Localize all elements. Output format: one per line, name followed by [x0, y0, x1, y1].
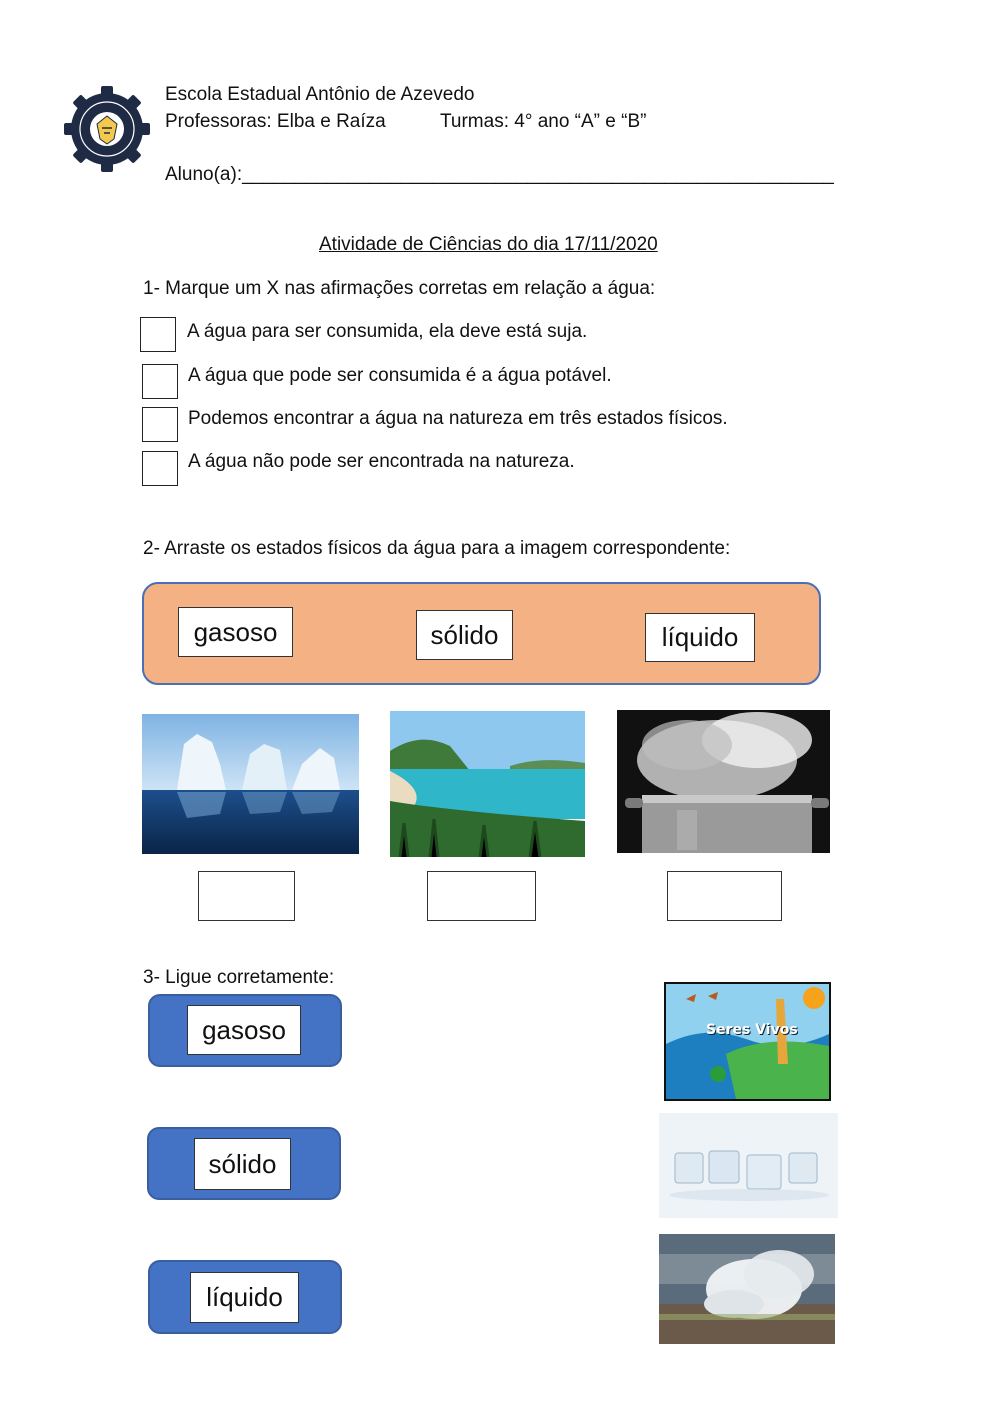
activity-title: Atividade de Ciências do dia 17/11/2020 — [319, 234, 658, 255]
q1-statement-2: A água que pode ser consumida é a água potável. — [188, 365, 612, 386]
steaming-pot-photo — [617, 710, 830, 853]
match-label-gasoso: gasoso — [187, 1005, 301, 1055]
seres-vivos-illustration[interactable] — [664, 982, 831, 1101]
q1-checkbox-1[interactable] — [140, 317, 176, 352]
ice-cubes-photo[interactable] — [659, 1113, 838, 1218]
school-seal-gear-icon — [62, 84, 152, 174]
q1-checkbox-2[interactable] — [142, 364, 178, 399]
q1-statement-3: Podemos encontrar a água na natureza em três estados físicos. — [188, 408, 728, 429]
draggable-word-solido[interactable]: sólido — [416, 610, 513, 660]
q1-statement-4: A água não pode ser encontrada na natureza. — [188, 451, 575, 472]
draggable-word-gasoso[interactable]: gasoso — [178, 607, 293, 657]
icebergs-photo — [142, 714, 359, 854]
teachers-label: Professoras: Elba e Raíza — [165, 111, 386, 132]
q1-statement-1: A água para ser consumida, ela deve está suja. — [187, 321, 588, 342]
draggable-word-liquido[interactable]: líquido — [645, 613, 755, 662]
q2-prompt: 2- Arraste os estados físicos da água para a imagem correspondente: — [143, 538, 731, 559]
geyser-photo[interactable] — [659, 1234, 835, 1344]
drop-target-1[interactable] — [198, 871, 295, 921]
student-name-field[interactable]: Aluno(a):________________________________________________________ — [165, 164, 834, 185]
drop-target-2[interactable] — [427, 871, 536, 921]
q3-prompt: 3- Ligue corretamente: — [143, 967, 335, 988]
school-name: Escola Estadual Antônio de Azevedo — [165, 84, 475, 105]
q1-prompt: 1- Marque um X nas afirmações corretas em relação a água: — [143, 278, 656, 299]
match-label-liquido: líquido — [190, 1272, 299, 1323]
beach-photo — [390, 711, 585, 857]
q1-checkbox-3[interactable] — [142, 407, 178, 442]
match-label-solido: sólido — [194, 1138, 291, 1190]
drop-target-3[interactable] — [667, 871, 782, 921]
q1-checkbox-4[interactable] — [142, 451, 178, 486]
seres-vivos-text: Seres Vivos — [706, 1022, 798, 1038]
classes-label: Turmas: 4° ano “A” e “B” — [440, 111, 647, 132]
